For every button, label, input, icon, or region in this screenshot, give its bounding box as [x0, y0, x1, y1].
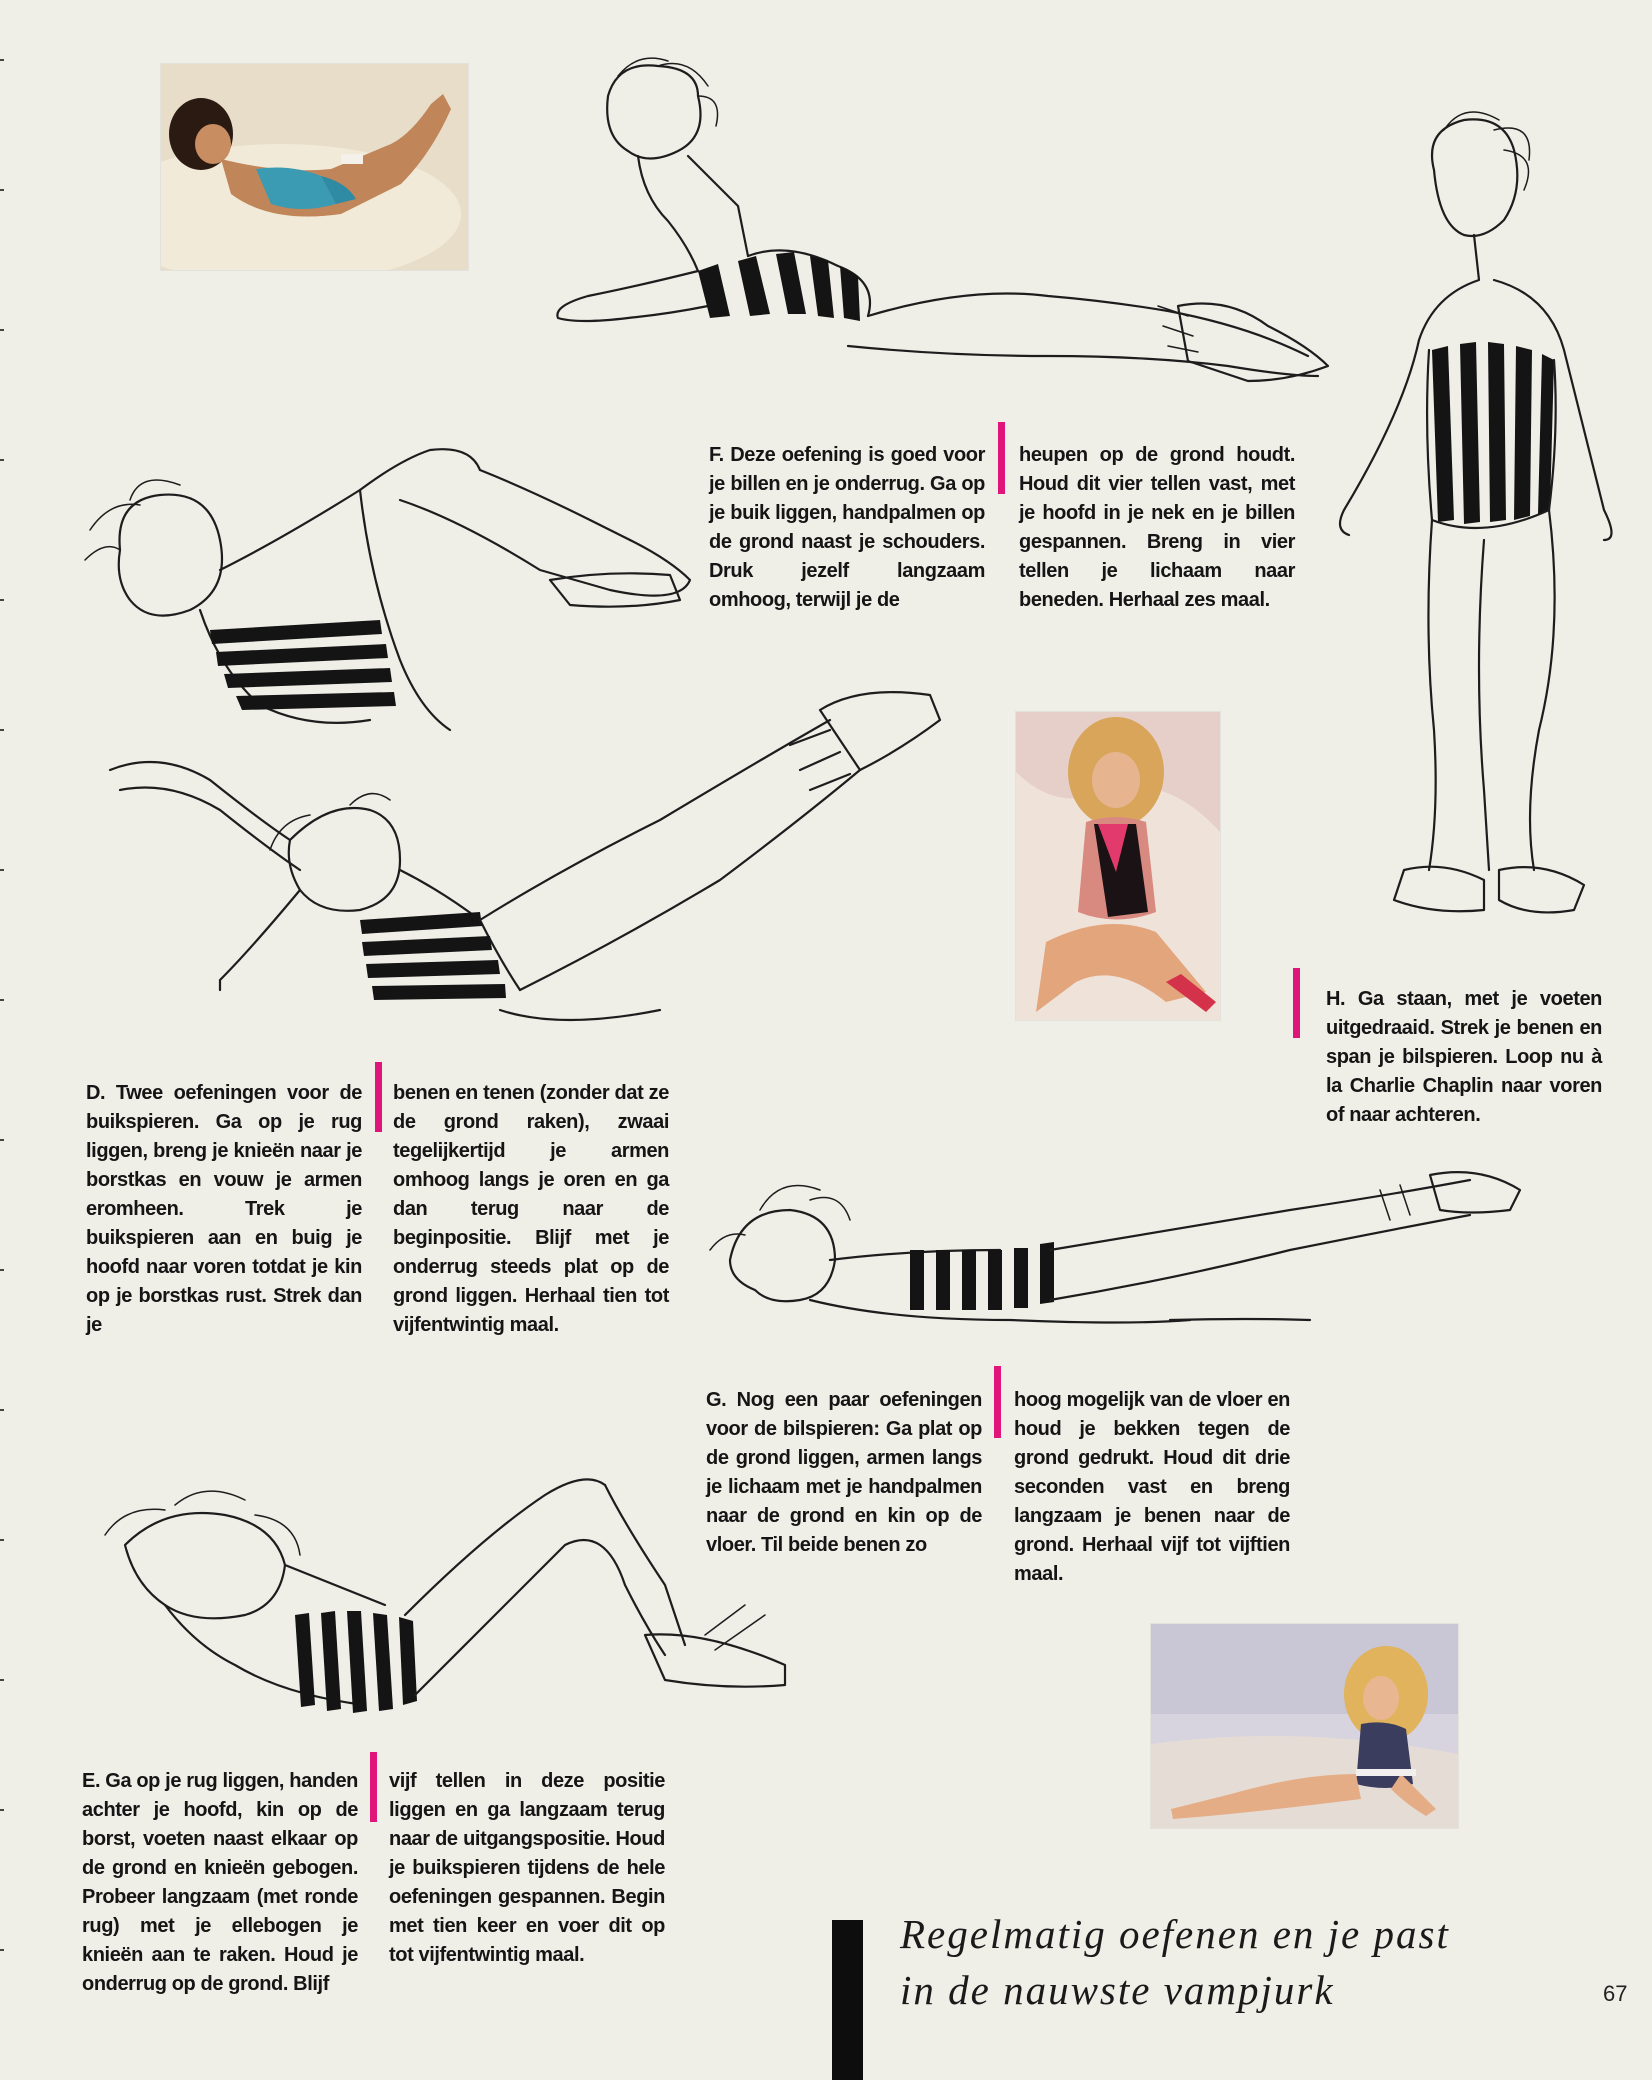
text-exercise-f-col2: heupen op de grond houdt. Houd dit vier tellen vast, met je hoofd in je nek en je billen gespannen. Breng in vier tellen je lichaam naar beneden. Herhaal zes maal. [1019, 444, 1295, 611]
text-exercise-e-col2: vijf tellen in deze positie liggen en ga langzaam terug naar de uitgangspositie. Houd je buikspieren tijdens de hele oefeningen gespannen. Begin met tien keer en voer dit op tot vijfentwintig maal. [389, 1770, 665, 1966]
accent-bar-g [994, 1366, 1001, 1438]
tagline [900, 1906, 1450, 2018]
illustration-exercise-h [1324, 110, 1624, 960]
text-exercise-g-col1: G. Nog een paar oefeningen voor de bilspieren: Ga plat op de grond liggen, armen langs je lichaam met je handpalmen naar de grond en kin op de vloer. Til beide benen zo [706, 1389, 982, 1556]
text-exercise-d-col2: benen en tenen (zonder dat ze de grond raken), zwaai tegelijkertijd je armen omhoog langs je oren en ga dan terug naar de beginpositie. Blijf met je onderrug steeds plat op de grond liggen. Herhaal tien tot vijfentwintig maal. [393, 1082, 669, 1336]
accent-bar-d [375, 1062, 382, 1132]
accent-bar-h [1293, 968, 1300, 1038]
page-edge-marks [0, 0, 6, 2080]
text-exercise-f-col1: F. Deze oefening is goed voor je billen en je onderrug. Ga op je buik liggen, handpalmen op de grond naast je schouders. Druk jezelf langzaam omhoog, terwijl je de [709, 444, 985, 611]
accent-bar-e [370, 1752, 377, 1822]
illustration-exercise-g [710, 1170, 1530, 1340]
text-exercise-g-col2: hoog mogelijk van de vloer en houd je bekken tegen de grond gedrukt. Houd dit drie seconden vast en breng langzaam je benen naar de grond. Herhaal vijf tot vijftien maal. [1014, 1389, 1290, 1585]
text-exercise-d-col1: D. Twee oefeningen voor de buikspieren. Ga op je rug liggen, breng je knieën naar je borstkas en vouw je armen eromheen. Trek je buikspieren aan en buig je hoofd naar voren totdat je kin op je borstkas rust. Strek dan je [86, 1082, 362, 1336]
illustration-exercise-e [105, 1465, 805, 1735]
illustration-exercise-f [548, 56, 1330, 396]
illustration-exercise-d-extend [100, 690, 950, 1060]
photo-navy-swimsuit [1151, 1624, 1458, 1828]
text-exercise-h: H. Ga staan, met je voeten uitgedraaid. Strek je benen en span je bilspieren. Loop nu à la Charlie Chaplin naar voren of naar achteren. [1326, 988, 1602, 1126]
tagline-black-bar [832, 1920, 863, 2080]
photo-pink-black-swimsuit [1016, 712, 1220, 1020]
page-number: 67 [1603, 1981, 1628, 2006]
tagline-line-1: Regelmatig oefenen en je past [900, 1911, 1450, 1957]
photo-blue-swimsuit [161, 64, 468, 270]
accent-bar-f [998, 422, 1005, 494]
tagline-line-2: in de nauwste vampjurk [900, 1967, 1335, 2013]
text-exercise-e-col1: E. Ga op je rug liggen, handen achter je hoofd, kin op de borst, voeten naast elkaar op de grond en knieën gebogen. Probeer langzaam (met ronde rug) met je ellebogen je knieën aan te raken. Houd je onderrug op de grond. Blijf [82, 1770, 358, 1995]
